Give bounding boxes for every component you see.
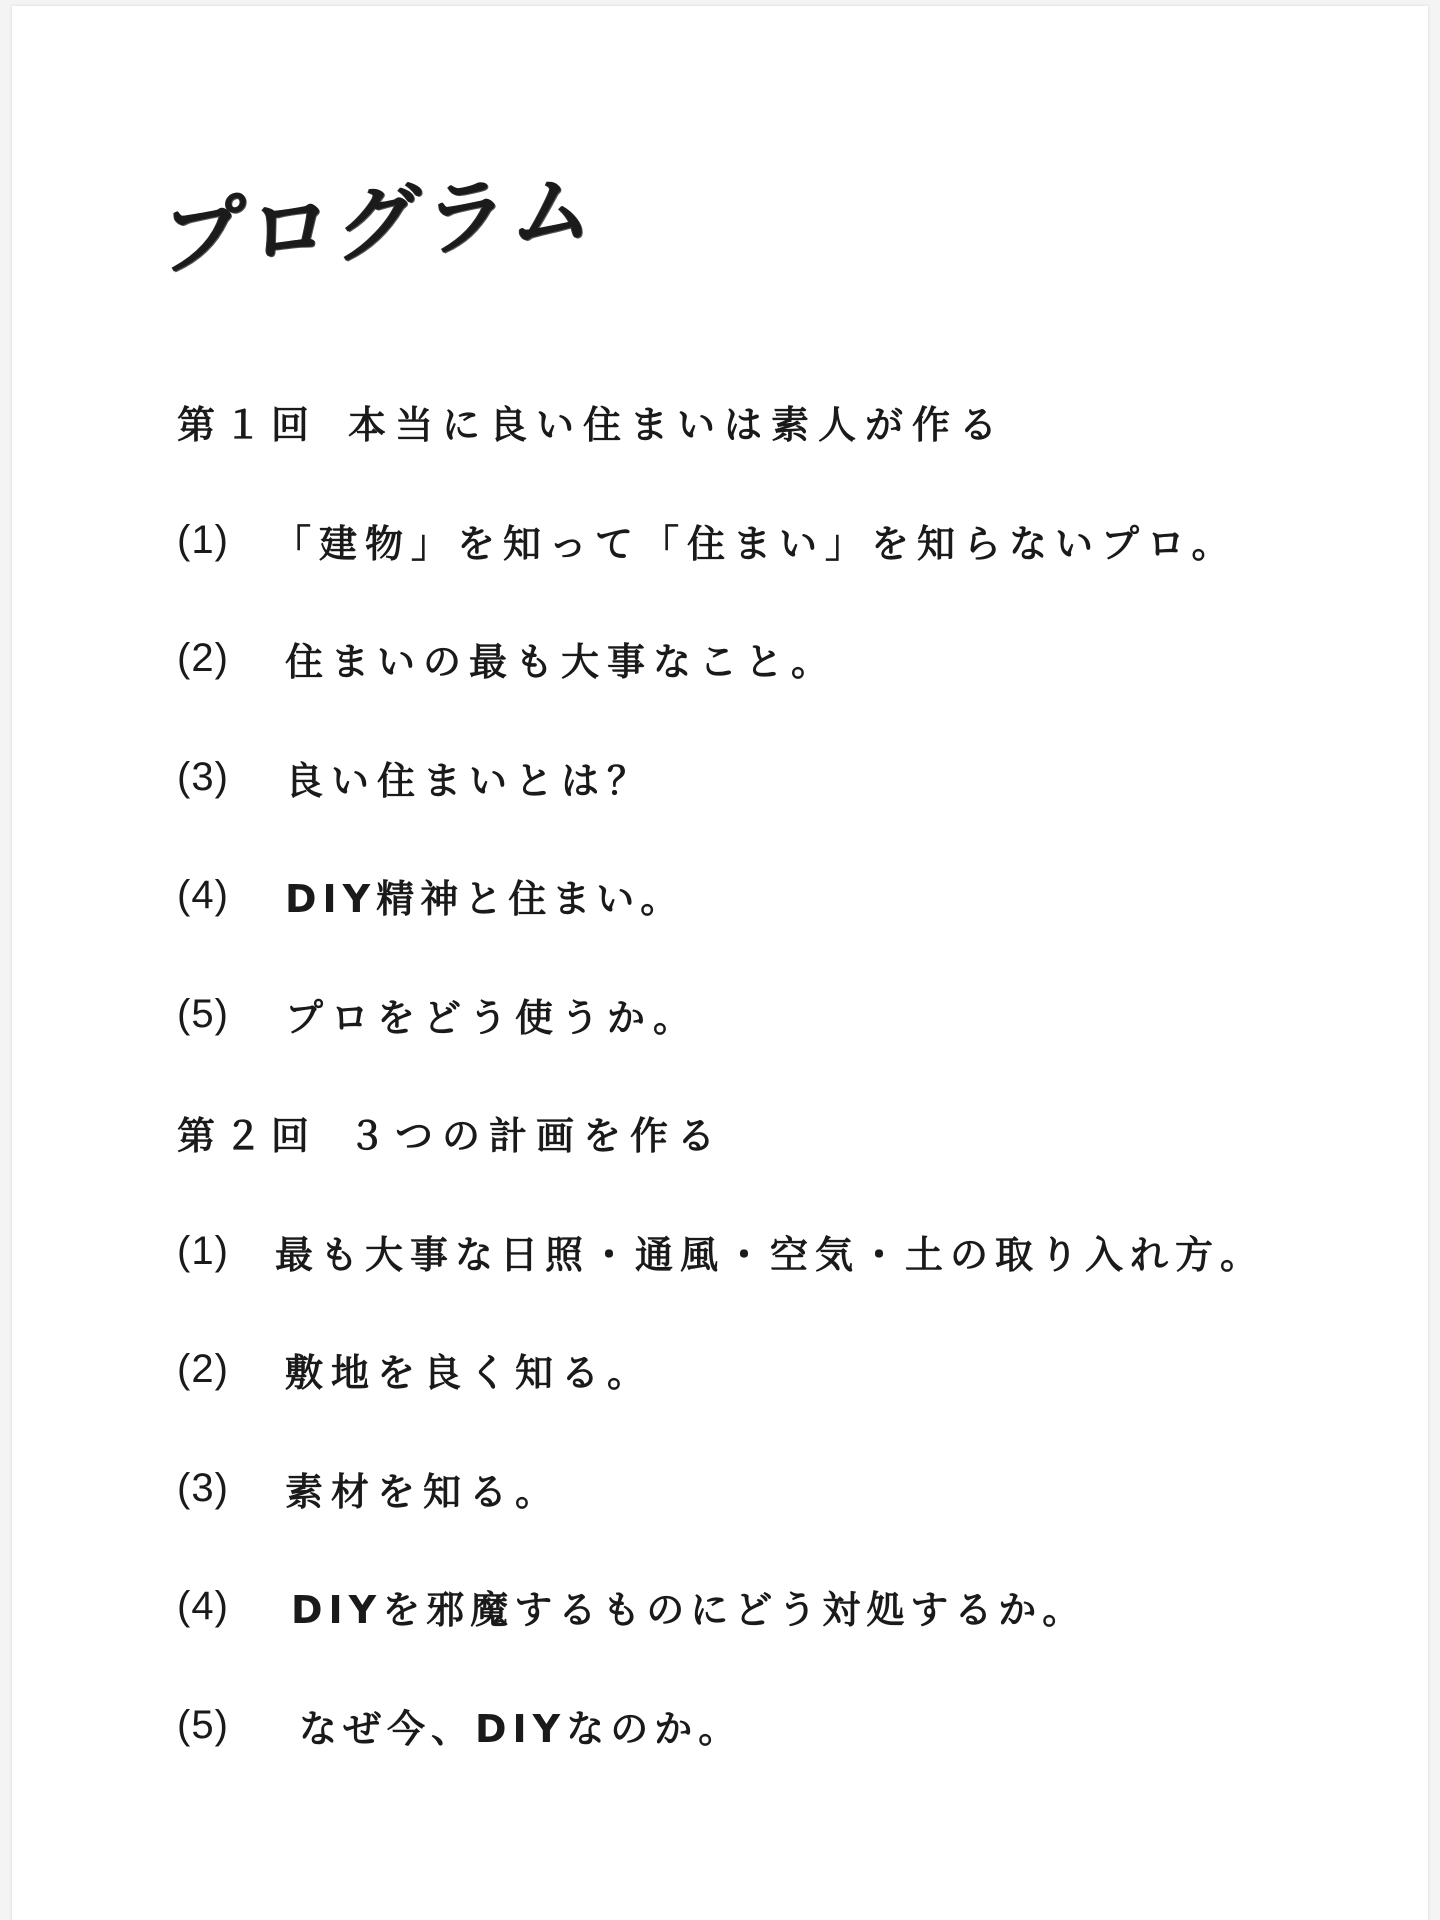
page-title: プログラム	[158, 161, 603, 288]
item-number: (5)	[177, 991, 229, 1036]
item-text: 「建物」を知って「住まい」を知らないプロ。	[273, 521, 1238, 566]
item-text: 敷地を良く知る。	[285, 1350, 654, 1395]
item-text: プロをどう使うか。	[285, 995, 700, 1040]
item-text: 最も大事な日照・通風・空気・土の取り入れ方。	[275, 1232, 1266, 1277]
session-title: 本当に良い住まいは素人が作る	[348, 402, 1007, 447]
session-label: 第２回	[177, 1113, 319, 1158]
item-number: (2)	[177, 1346, 229, 1391]
item-text: 住まいの最も大事なこと。	[285, 639, 838, 684]
list-item	[177, 1697, 742, 1753]
session-heading	[177, 393, 1006, 449]
item-number: (4)	[177, 872, 229, 917]
session-title: ３つの計画を作る	[348, 1113, 725, 1158]
item-number: (5)	[177, 1702, 229, 1747]
list-item	[177, 1341, 653, 1397]
list-item	[177, 867, 684, 923]
item-number: (3)	[177, 754, 229, 799]
list-item	[177, 1578, 1086, 1634]
item-number: (3)	[177, 1465, 229, 1510]
session-label: 第１回	[177, 402, 319, 447]
item-number: (4)	[177, 1583, 229, 1628]
list-item	[177, 1460, 561, 1516]
list-item	[177, 512, 1237, 568]
session-heading	[177, 1104, 724, 1160]
document-page	[12, 6, 1428, 1920]
item-text: なぜ今、DIYなのか。	[299, 1706, 743, 1751]
list-item	[177, 986, 699, 1042]
item-text: DIY精神と住まい。	[285, 876, 685, 921]
item-text: DIYを邪魔するものにどう対処するか。	[291, 1587, 1087, 1632]
list-item	[177, 630, 837, 686]
item-number: (1)	[177, 517, 229, 562]
item-text: 素材を知る。	[285, 1469, 562, 1514]
item-text: 良い住まいとは？	[285, 758, 654, 803]
list-item	[177, 1223, 1265, 1279]
item-number: (1)	[177, 1228, 229, 1273]
list-item	[177, 749, 653, 805]
item-number: (2)	[177, 635, 229, 680]
